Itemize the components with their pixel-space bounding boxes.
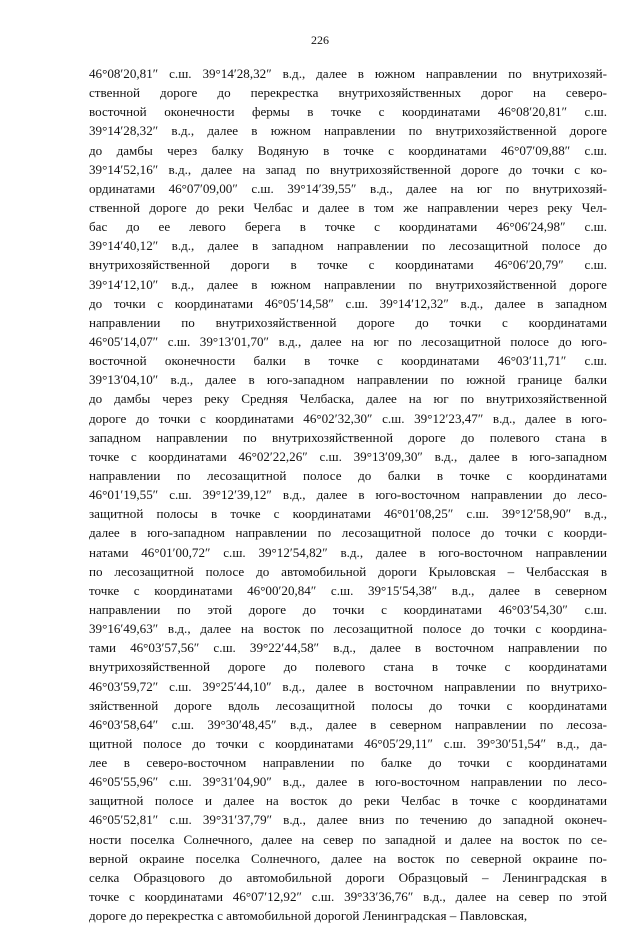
text-line: 46°03′59,72″ с.ш. 39°25′44,10″ в.д., далее в восточном направлении по внутрихо- (89, 678, 607, 694)
text-line: защитной полосы в точке с координатами 46°01′08,25″ с.ш. 39°12′58,90″ в.д., (89, 506, 607, 522)
text-line: 39°14′52,16″ в.д., далее на запад по внутрихозяйственной дороге до точки с ко- (89, 161, 607, 177)
text-line: ности поселка Солнечного, далее на север по западной и далее на восток по се- (89, 831, 607, 847)
text-line: направлении по внутрихозяйственной дороге до точки с координатами (89, 314, 607, 330)
text-line: ственной дороге до реки Челбас и далее в том же направлении через реку Чел- (89, 199, 607, 215)
text-line: 46°01′19,55″ с.ш. 39°12′39,12″ в.д., далее в юго-восточном направлении до лесо- (89, 487, 607, 503)
text-line: 39°14′12,10″ в.д., далее в южном направлении по внутрихозяйственной дороге (89, 276, 607, 292)
text-line: ординатами 46°07′09,00″ с.ш. 39°14′39,55″ в.д., далее на юг по внутрихозяй- (89, 180, 607, 196)
text-line: верной окраине поселка Солнечного, далее на восток по северной окраине по- (89, 850, 607, 866)
text-line: зяйственной дороге вдоль лесозащитной полосы до точки с координатами (89, 697, 607, 713)
text-line: 39°13′04,10″ в.д., далее в юго-западном направлении по южной границе балки (89, 372, 607, 388)
text-line: ственной дороге до перекрестка внутрихозяйственных дорог на северо- (89, 85, 607, 101)
text-line: 39°14′40,12″ в.д., далее в западном направлении по лесозащитной полосе до (89, 238, 607, 254)
text-line: точке с координатами 46°07′12,92″ с.ш. 39°33′36,76″ в.д., далее на север по этой (89, 889, 607, 905)
text-line: щитной полосе до точки с координатами 46°05′29,11″ с.ш. 39°30′51,54″ в.д., да- (89, 735, 607, 751)
text-line: восточной оконечности балки в точке с координатами 46°03′11,71″ с.ш. (89, 353, 607, 369)
text-line: направлении по этой дороге до точки с координатами 46°03′54,30″ с.ш. (89, 601, 607, 617)
text-line: западном направлении по внутрихозяйственной дороге до полевого стана в (89, 429, 607, 445)
text-line: селка Образцового до автомобильной дороги Образцовый – Ленинградская в (89, 869, 607, 885)
text-line: 39°14′28,32″ в.д., далее в южном направлении по внутрихозяйственной дороге (89, 123, 607, 139)
text-line: до дамбы через балку Водяную в точке с координатами 46°07′09,88″ с.ш. (89, 142, 607, 158)
text-line: 39°16′49,63″ в.д., далее на восток по лесозащитной полосе до точки с координа- (89, 621, 607, 637)
page-number: 226 (311, 33, 329, 47)
text-line: 46°05′55,96″ с.ш. 39°31′04,90″ в.д., далее в юго-восточном направлении по лесо- (89, 774, 607, 790)
text-line: до точки с координатами 46°05′14,58″ с.ш. 39°14′12,32″ в.д., далее в западном (89, 295, 607, 311)
text-line: тами 46°03′57,56″ с.ш. 39°22′44,58″ в.д., далее в восточном направлении по (89, 640, 607, 656)
text-line: направлении по лесозащитной полосе до балки в точке с координатами (89, 467, 607, 483)
text-line: дороге до точки с координатами 46°02′32,30″ с.ш. 39°12′23,47″ в.д., далее в юго- (89, 410, 607, 426)
text-line: бас до ее левого берега в точке с координатами 46°06′24,98″ с.ш. (89, 219, 607, 235)
body-text (89, 64, 607, 925)
text-line: дороге до перекрестка с автомобильной дорогой Ленинградская – Павловская, (89, 908, 528, 924)
text-line: до дамбы через реку Средняя Челбаска, далее на юг по внутрихозяйственной (89, 391, 607, 407)
text-line: далее в юго-западном направлении по лесозащитной полосе до точки с коорди- (89, 525, 607, 541)
text-line: точке с координатами 46°02′22,26″ с.ш. 39°13′09,30″ в.д., далее в юго-западном (89, 448, 607, 464)
text-line: точке с координатами 46°00′20,84″ с.ш. 39°15′54,38″ в.д., далее в северном (89, 582, 607, 598)
text-line: восточной оконечности фермы в точке с координатами 46°08′20,81″ с.ш. (89, 104, 607, 120)
text-line: натами 46°01′00,72″ с.ш. 39°12′54,82″ в.д., далее в юго-восточном направлении (89, 544, 607, 560)
text-line: внутрихозяйственной дороги в точке с координатами 46°06′20,79″ с.ш. (89, 257, 607, 273)
text-line: 46°05′52,81″ с.ш. 39°31′37,79″ в.д., далее вниз по течению до западной оконеч- (89, 812, 607, 828)
text-line: лее в северо-восточном направлении по балке до точки с координатами (89, 755, 607, 771)
text-line: по лесозащитной полосе до автомобильной дороги Крыловская – Челбасская в (89, 563, 607, 579)
text-line: 46°03′58,64″ с.ш. 39°30′48,45″ в.д., далее в северном направлении по лесоза- (89, 716, 607, 732)
text-line: 46°08′20,81″ с.ш. 39°14′28,32″ в.д., далее в южном направлении по внутрихозяй- (89, 66, 607, 81)
text-line: 46°05′14,07″ с.ш. 39°13′01,70″ в.д., далее на юг по лесозащитной полосе до юго- (89, 333, 607, 349)
text-line: защитной полосе и далее на восток до реки Челбас в точке с координатами (89, 793, 607, 809)
text-line: внутрихозяйственной дороге до полевого стана в точке с координатами (89, 659, 607, 675)
